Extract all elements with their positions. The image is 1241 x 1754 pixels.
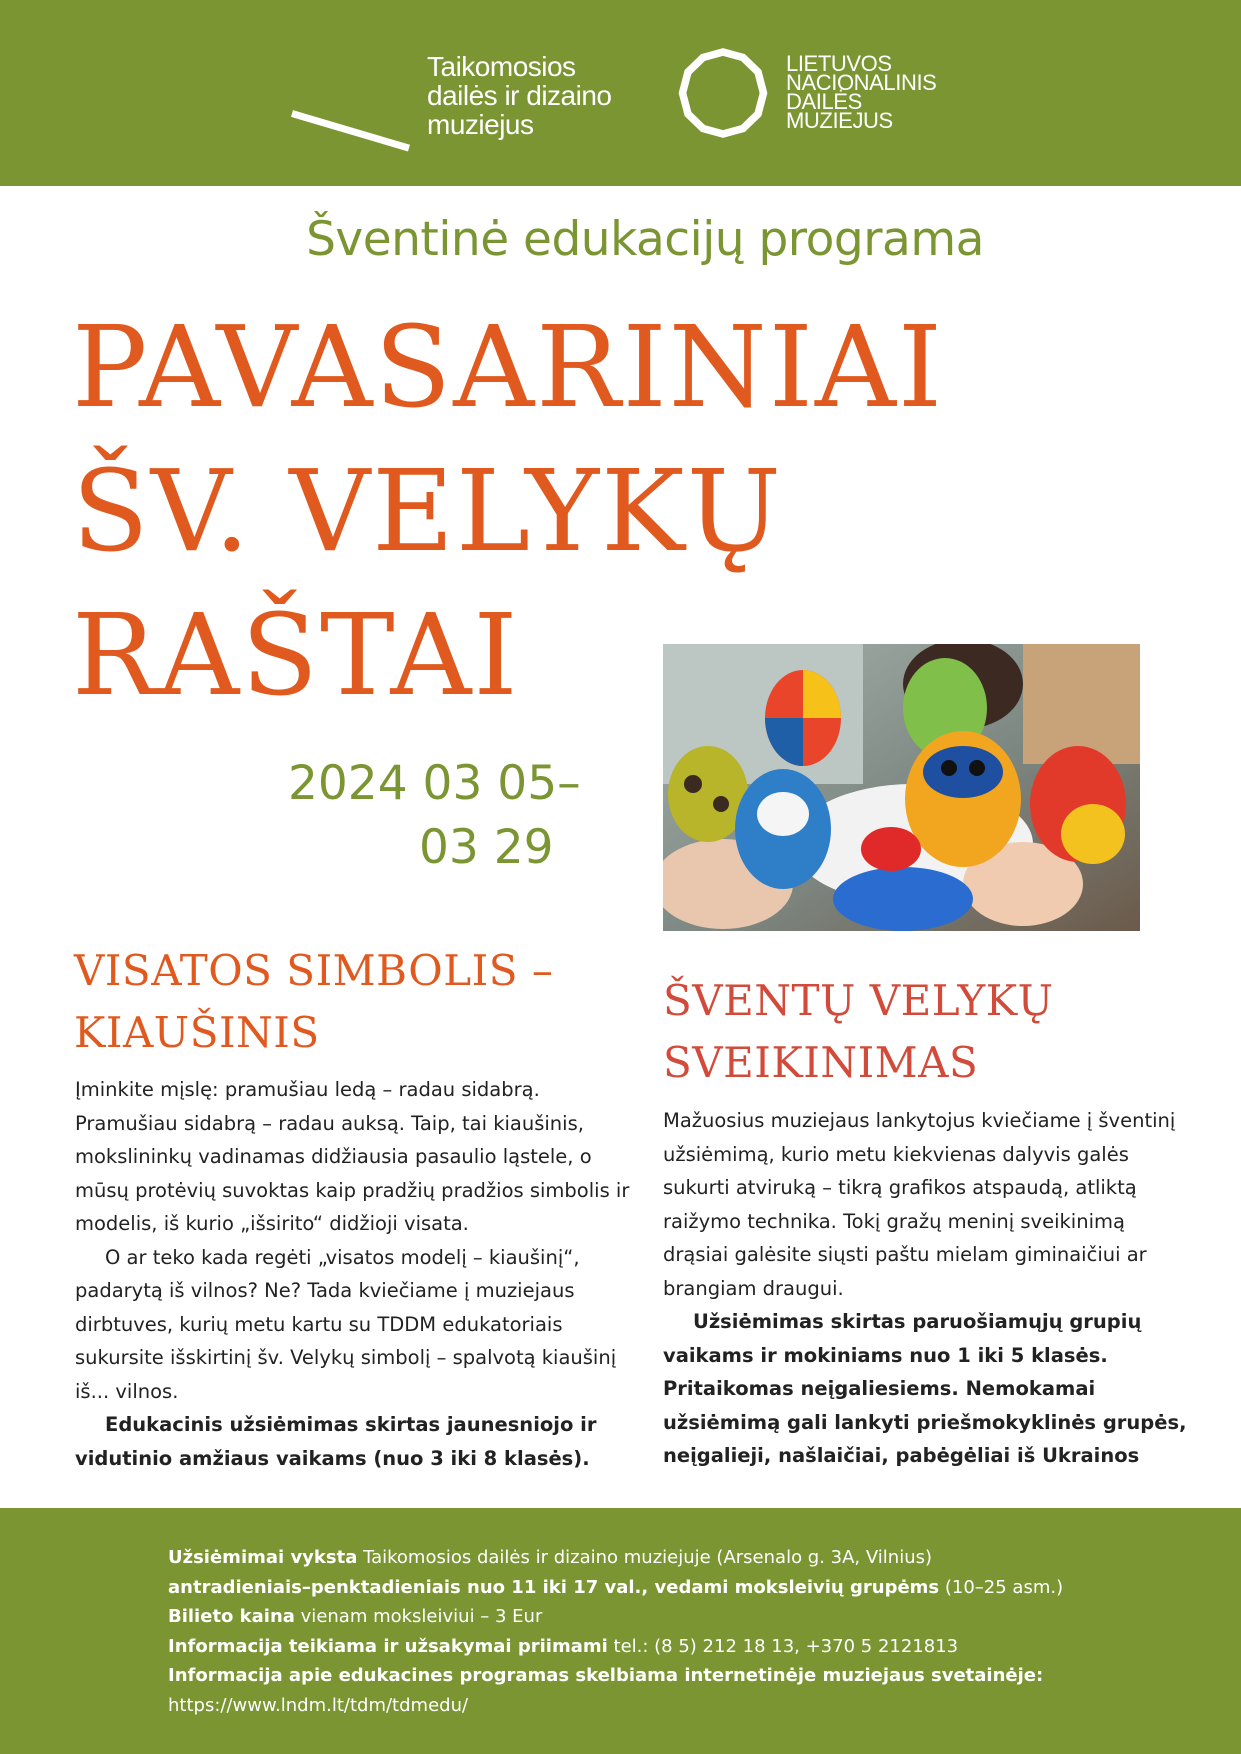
footer-value: vienam moksleiviui – 3 Eur <box>294 1606 543 1627</box>
footer-price-line <box>168 1602 1168 1632</box>
footer-label: Informacija apie edukacines programas skelbiama internetinėje muziejaus svetainėje: <box>168 1665 1044 1686</box>
tddm-logo-line: dailės ir dizaino <box>427 80 612 111</box>
right-paragraph-2: Užsiėmimas skirtas paruošiamųjų grupių vaikams ir mokiniams nuo 1 iki 5 klasės. Pritaikomas neįgaliesiems. Nemokamai užsiėmimą gali lankyti priešmokyklinės grupės, neįgalieji, našlaičiai, pabėgėliai iš Ukrainos <box>663 1310 1187 1467</box>
tddm-logo-line: muziejus <box>427 109 534 140</box>
program-subtitle: Šventinė edukacijų programa <box>306 212 984 267</box>
lndm-logo-line: DAILĖS <box>786 89 862 114</box>
felted-eggs-photo <box>663 644 1140 931</box>
footer-label: Bilieto kaina <box>168 1606 295 1627</box>
tddm-logo-line: Taikomosios <box>427 51 576 82</box>
footer-value: tel.: (8 5) 212 18 13, +370 5 2121813 <box>607 1635 959 1657</box>
lndm-logo-line: MUZIEJUS <box>786 108 893 133</box>
left-paragraph-1: Įminkite mįslę: pramušiau ledą – radau sidabrą. Pramušiau sidabrą – radau auksą. Taip, tai kiaušinis, mokslininkų vadinamas didžiausia pasaulio ląstele, o mūsų protėvių suvoktas kaip pradžių pradžios simbolis ir modelis, iš kurio „išsirito“ didžioji visata. <box>75 1078 630 1235</box>
right-section-heading <box>663 970 1053 1094</box>
main-title-line: RAŠTAI <box>72 591 520 721</box>
footer-value: Taikomosios dailės ir dizaino muziejuje (Arsenalo g. 3A, Vilnius) <box>357 1547 933 1568</box>
footer-venue-line <box>168 1543 1168 1573</box>
tddm-logo-text <box>427 52 667 139</box>
footer-contact-line <box>168 1632 1168 1662</box>
heading-line: VISATOS SIMBOLIS – <box>74 946 554 995</box>
lndm-logo-line: LIETUVOS <box>786 51 892 76</box>
footer-schedule-line <box>168 1573 1168 1603</box>
left-paragraph-2: O ar teko kada regėti „visatos modelį – kiaušinį“, padarytą iš vilnos? Ne? Tada kviečiame į muziejaus dirbtuves, kurių metu kartu su TDDM edukatoriais sukursite išskirtinį šv. Velykų simbolį – spalvotą kiaušinį iš... vilnos. <box>75 1245 617 1403</box>
heading-line: SVEIKINIMAS <box>663 1038 979 1087</box>
date-start: 2024 03 05– <box>288 756 581 811</box>
footer-label: Informacija teikiama ir užsakymai priimami <box>168 1635 608 1657</box>
tddm-logo-mark <box>291 110 410 151</box>
main-title-line: ŠV. VELYKŲ <box>72 447 784 577</box>
footer-url: https://www.lndm.lt/tdm/tdmedu/ <box>168 1694 469 1716</box>
heading-line: KIAUŠINIS <box>74 1008 320 1057</box>
main-title-line: PAVASARINIAI <box>72 303 945 433</box>
header-band <box>0 0 1241 186</box>
lndm-ring-logo-icon <box>676 46 770 140</box>
footer-label: Užsiėmimai vyksta <box>168 1547 358 1568</box>
right-paragraph-1: Mažuosius muziejaus lankytojus kviečiame į šventinį užsiėmimą, kurio metu kiekvienas dalyvis galės sukurti atviruką – tikrą grafikos atspaudą, atliktą raižymo technika. Tokį gražų meninį sveikinimą drąsiai galėsite siųsti paštu mielam giminaičiui ar brangiam draugui. <box>663 1109 1176 1300</box>
right-section-body <box>663 1104 1193 1473</box>
lndm-logo-line: NACIONALINIS <box>786 70 937 95</box>
left-section-body <box>75 1073 635 1475</box>
footer-website-note <box>168 1661 1168 1691</box>
date-end: 03 29 <box>419 820 554 875</box>
footer-band <box>0 1508 1241 1754</box>
program-dates <box>288 752 581 880</box>
left-paragraph-3: Edukacinis užsiėmimas skirtas jaunesniojo ir vidutinio amžiaus vaikams (nuo 3 iki 8 klasės). <box>75 1413 597 1470</box>
heading-line: ŠVENTŲ VELYKŲ <box>663 976 1054 1025</box>
lndm-logo-text <box>786 51 986 133</box>
footer-info <box>168 1543 1168 1720</box>
footer-label: antradieniais–penktadieniais nuo 11 iki 17 val., vedami moksleivių grupėms <box>168 1576 940 1598</box>
left-section-heading <box>74 940 553 1064</box>
footer-value: (10–25 asm.) <box>939 1576 1064 1598</box>
